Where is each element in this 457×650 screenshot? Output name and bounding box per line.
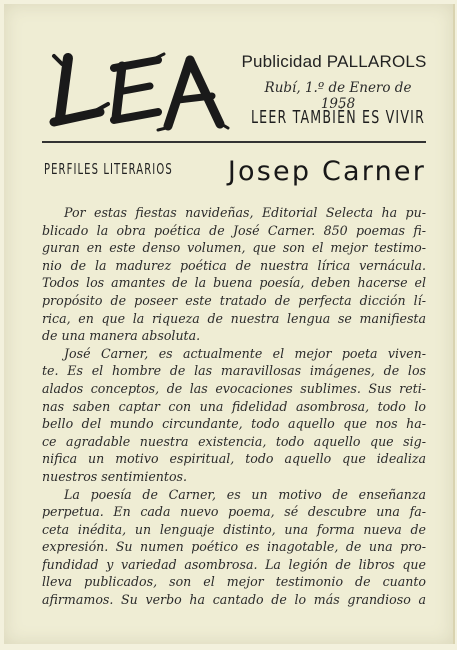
motto: LEER TAMBIÉN ES VIVIR — [250, 108, 426, 128]
paragraph — [42, 486, 426, 609]
paragraph — [42, 345, 426, 486]
text-line: expresión. Su numen poético es inagotable, de una pro- — [42, 539, 426, 555]
text-line: bello del mundo circundante, todo aquello que nos ha- — [42, 416, 426, 432]
text-line: rica, en que la riqueza de nuestra lengua se manifiesta — [42, 310, 426, 326]
text-line: La poesía de Carner, es un motivo de enseñanza — [64, 486, 426, 502]
text-line: Por estas fiestas navideñas, Editorial Selecta ha pu- — [64, 205, 426, 220]
paragraph — [42, 204, 426, 345]
lea-logo-brush-lettering — [40, 52, 230, 132]
publisher-name: Publicidad PALLAROLS — [241, 52, 427, 71]
section-label: PERFILES LITERARIOS — [44, 162, 173, 179]
text-line: ce agradable nuestra existencia, todo aquello que sig- — [42, 433, 426, 449]
article-title: Josep Carner — [227, 156, 426, 187]
text-line: fundidad y variedad asombrosa. La legión de libros que — [42, 556, 426, 572]
text-line: de una manera absoluta. — [42, 328, 201, 344]
article-body — [42, 204, 426, 609]
text-line: nuestros sentimientos. — [42, 468, 188, 484]
text-line: Todos los amantes de la buena poesía, deben hacerse el — [42, 275, 426, 291]
issue-date: Rubí, 1.º de Enero de 1958 — [264, 80, 412, 112]
text-line: te. Es el hombre de las maravillosas imágenes, de los — [42, 363, 426, 379]
text-line: nio de la madurez poética de nuestra lírica vernácula. — [42, 257, 426, 273]
text-line: propósito de poseer este tratado de perfecta dicción lí- — [42, 292, 426, 308]
text-line: blicado la obra poética de José Carner. 850 poemas fi- — [42, 222, 426, 238]
text-line: nifica un motivo espiritual, todo aquello que idealiza — [42, 451, 426, 467]
text-line: afirmamos. Su verbo ha cantado de lo más grandioso a — [42, 592, 426, 608]
header-divider — [42, 141, 426, 143]
text-line: nas saben captar con una fidelidad asombrosa, todo lo — [42, 398, 426, 414]
lea-logo — [40, 52, 230, 132]
text-line: ceta inédita, un lenguaje distinto, una forma nueva de — [42, 521, 426, 537]
text-line: guran en este denso volumen, que son el mejor testimo- — [42, 240, 426, 256]
text-line: perpetua. En cada nuevo poema, sé descubre una fa- — [42, 504, 426, 520]
text-line: José Carner, es actualmente el mejor poeta viven- — [64, 345, 426, 361]
document-page — [4, 4, 455, 644]
text-line: lleva publicados, son el mejor testimonio de cuanto — [42, 574, 426, 590]
text-line: alados conceptos, de las evocaciones sublimes. Sus reti- — [42, 380, 426, 396]
